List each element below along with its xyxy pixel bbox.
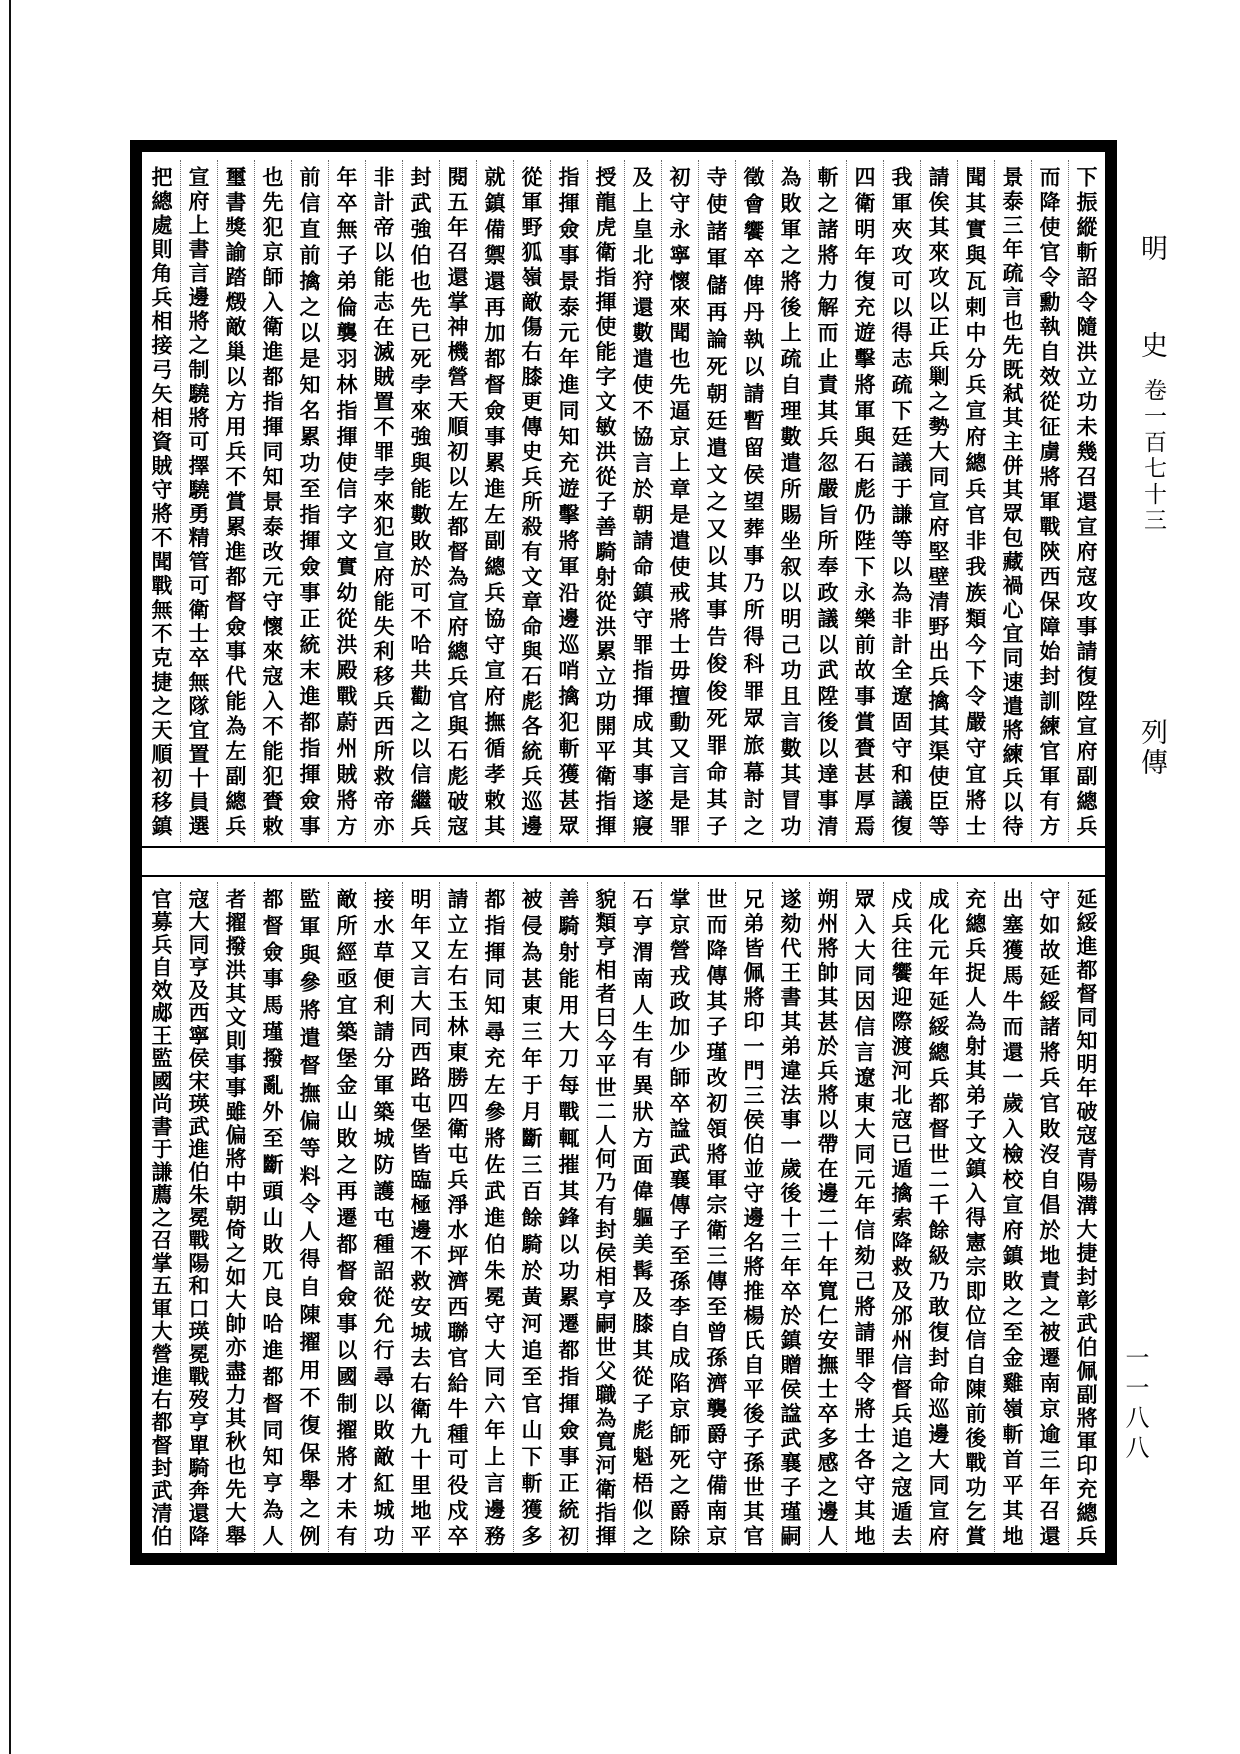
text-column: 守如故延綏諸將兵官敗沒自倡於地責之被遷南京逾三年召還 bbox=[1031, 882, 1068, 1552]
text-column: 都督僉事馬瑾撥亂外至斷頭山敗兀良哈進都督同知亨為人 bbox=[254, 882, 291, 1552]
page-number: 一一八八 bbox=[1121, 1345, 1149, 1465]
text-column: 也先犯京師入衛進都指揮同知景泰改元守懷來寇入不能犯賚敕 bbox=[254, 160, 291, 842]
text-column: 初守永寧懷來聞也先逼京上章是遣使戒將士毋擅動又言是罪 bbox=[661, 160, 698, 842]
book-title-char-shi: 史 bbox=[1136, 331, 1167, 358]
text-column: 請立左右玉林東勝四衛屯兵淨水坪濟西聯官給牛種可役戍卒 bbox=[439, 882, 476, 1552]
text-column: 封武強伯也先已死孛來強與能數敗於可不哈共勸之以信繼兵 bbox=[402, 160, 439, 842]
text-column: 朔州將帥其甚於兵將以帶在邊二十年寬仁安撫士卒多感之邊人 bbox=[809, 882, 846, 1552]
text-column: 眾入大同因信言遼東大同元年信劾己將請罪令將士各守其地 bbox=[846, 882, 883, 1552]
text-column: 掌京營戎政加少師卒諡武襄傳子至孫李自成陷京師死之爵除 bbox=[661, 882, 698, 1552]
text-column: 宣府上書言邊將之制驍將可擇驍勇精管可衛士卒無隊宜置十員選 bbox=[180, 160, 217, 842]
text-column: 世而降傳其子瑾改初領將軍宗衛三傳至曾孫濟襲爵守備南京 bbox=[698, 882, 735, 1552]
text-column: 非計帝以能志在滅賊置不罪孛來犯宣府能失利移兵西所救帝亦 bbox=[365, 160, 402, 842]
text-column: 明年又言大同西路屯堡皆臨極邊不救安城去右衛九十里地平 bbox=[402, 882, 439, 1552]
text-column: 把總處則角兵相接弓矢相資賊守將不聞戰無不克捷之天順初移鎮 bbox=[149, 166, 174, 836]
text-column: 年卒無子弟倫襲羽林指揮使信字文實幼從洪殿戰蔚州賊將方 bbox=[328, 160, 365, 842]
text-column: 前信直前擒之以是知名累功至指揮僉事正統末進都指揮僉事 bbox=[291, 160, 328, 842]
text-column: 我軍夾攻可以得志疏下廷議于謙等以為非計全遼固守和議復 bbox=[883, 160, 920, 842]
text-column: 下振縱斬詔令隨洪立功未幾召還宣府寇攻事請復陞宣府副總兵 bbox=[1068, 160, 1105, 842]
lower-text-register bbox=[142, 882, 1105, 1552]
text-column: 從軍野狐嶺敵傷右膝更傳史兵所殺有文章命與石彪各統兵巡邊 bbox=[513, 160, 550, 842]
text-column: 出塞獲馬牛而還一歲入檢校宣府鎮敗之至金雞嶺斬首平其地 bbox=[994, 882, 1031, 1552]
text-column: 敵所經亟宜築堡金山敗之再遷都督僉事以國制擢將才未有 bbox=[328, 882, 365, 1552]
text-column: 斬之諸將力解而止責其兵忽嚴旨所奉政議以武陞後以達事清 bbox=[809, 160, 846, 842]
text-column: 者擢撥洪其文則事事雖偏將中朝倚之如大帥亦盡力其秋也先大舉 bbox=[217, 882, 254, 1552]
volume-number: 卷一百七十三 bbox=[1140, 378, 1166, 534]
text-column: 充總兵捉人為射其弟子文鎮入得憲宗即位信自陳前後戰功乞賞 bbox=[957, 882, 994, 1552]
text-column: 徵會饗卒俾丹執以請暫留侯望葬事乃所得科罪眾旅幕討之 bbox=[735, 160, 772, 842]
text-column: 戍兵往饗迎際渡河北寇已遁擒索降救及邠州信督兵追之寇遁去 bbox=[883, 882, 920, 1552]
text-column: 善騎射能用大刀每戰輒摧其鋒以功累遷都指揮僉事正統初 bbox=[550, 882, 587, 1552]
text-column: 請俟其來攻以正兵剿之勢大同宣府堅壁清野出兵擒其渠使臣等 bbox=[920, 160, 957, 842]
text-column: 接水草便利請分軍築城防護屯種詔從允行尋以敗敵紅城功 bbox=[365, 882, 402, 1552]
text-column: 寇大同亨及西寧侯宋瑛武進伯朱冕戰陽和口瑛冕戰歿亨單騎奔還降 bbox=[180, 882, 217, 1552]
scan-edge-line bbox=[9, 0, 11, 1754]
text-column: 四衛明年復充遊擊將軍與石彪仍陛下永樂前故事賞賚甚厚焉 bbox=[846, 160, 883, 842]
text-column: 被侵為甚東三年于月斷三百餘騎於黃河追至官山下斬獲多 bbox=[513, 882, 550, 1552]
text-column: 就鎮備禦還再加都督僉事累進左副總兵協守宣府撫循孝敕其 bbox=[476, 160, 513, 842]
text-column: 成化元年延綏總兵都督世二千餘級乃敢復封命巡邊大同宣府 bbox=[920, 882, 957, 1552]
text-column: 貌類亨相者曰今平世二人何乃有封侯相亨嗣世父職為寬河衛指揮 bbox=[587, 882, 624, 1552]
text-column: 聞其實與瓦剌中分兵宣府總兵官非我族類今下令嚴守宜將士 bbox=[957, 160, 994, 842]
text-column: 為敗軍之將後上疏自理數遣所賜坐叙以明己功且言數其冒功 bbox=[772, 160, 809, 842]
text-column: 璽書獎諭踏燬敵巢以方用兵不賞累進都督僉事代能為左副總兵 bbox=[217, 160, 254, 842]
text-column: 授龍虎衛指揮使能字文敏洪從子善騎射從洪累立功開平衛指揮 bbox=[587, 160, 624, 842]
upper-text-register bbox=[142, 160, 1105, 842]
book-title-char-ming: 明 bbox=[1136, 234, 1167, 261]
register-divider-bottom bbox=[142, 875, 1105, 877]
register-divider-top bbox=[142, 846, 1105, 848]
text-column: 兄弟皆佩將印一門三侯伯並守邊名將推楊氏自平後子孫世其官 bbox=[735, 882, 772, 1552]
text-column: 寺使諸軍儲再論死朝廷遣文之又以其事告俊俊死罪命其子 bbox=[698, 160, 735, 842]
text-column: 都指揮同知尋充左參將佐武進伯朱冕守大同六年上言邊務 bbox=[476, 882, 513, 1552]
text-column: 遂劾代王書其弟違法事一歲後十三年卒於鎮贈侯諡武襄子瑾嗣 bbox=[772, 882, 809, 1552]
text-column: 官募兵自效郕王監國尚書于謙薦之召掌五軍大營進右都督封武清伯 bbox=[149, 888, 174, 1546]
text-column: 延綏進都督同知明年破寇青陽溝大捷封彰武伯佩副將軍印充總兵 bbox=[1068, 882, 1105, 1552]
text-column: 及上皇北狩還數遣使不協言於朝請命鎮守罪指揮成其事遂寢 bbox=[624, 160, 661, 842]
text-column: 景泰三年疏言也先既弒其主併其眾包藏禍心宜同速遣將練兵以待 bbox=[994, 160, 1031, 842]
text-column: 監軍與參將遣督撫偏等料令人得自陳擢用不復保舉之例 bbox=[291, 882, 328, 1552]
text-column: 指揮僉事景泰元年進同知充遊擊將軍沿邊巡哨擒犯斬獲甚眾 bbox=[550, 160, 587, 842]
text-column: 石亨渭南人生有異狀方面偉軀美髯及膝其從子彪魁梧似之 bbox=[624, 882, 661, 1552]
text-column: 而降使官令勳執自效從征虜將軍戰陝西保障始封訓練官軍有方 bbox=[1031, 160, 1068, 842]
text-column: 閱五年召還掌神機營天順初以左都督為宣府總兵官與石彪破寇 bbox=[439, 160, 476, 842]
section-title: 列傳 bbox=[1136, 718, 1167, 778]
